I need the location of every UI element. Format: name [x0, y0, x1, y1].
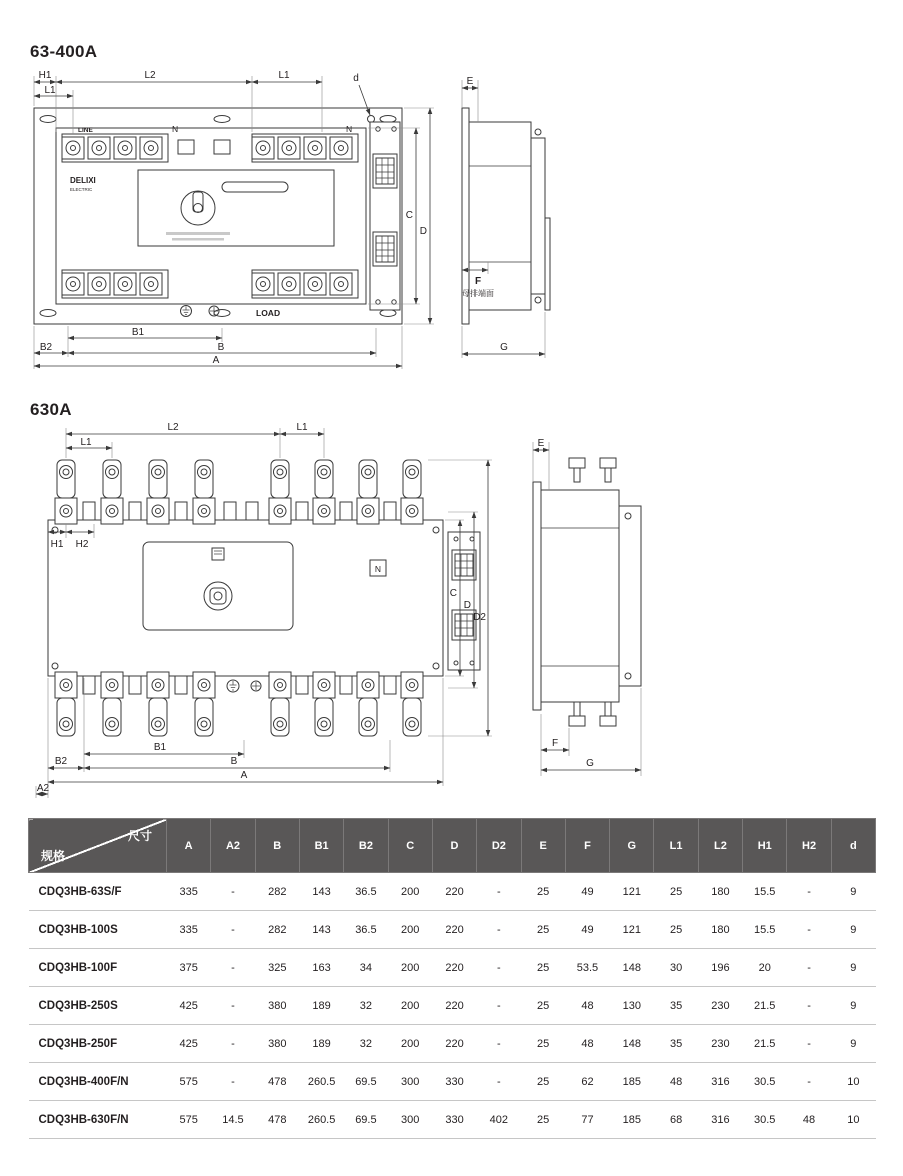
dim-label-l1: L1: [278, 70, 290, 81]
drawing-630a-svg: [28, 420, 668, 806]
dim-value-F: 49: [581, 885, 594, 898]
dim-value-L1: 35: [669, 1037, 683, 1050]
dim-value-G: 121: [622, 885, 641, 898]
model-name: CDQ3HB-100S: [38, 923, 118, 936]
model-name: CDQ3HB-400F/N: [38, 1075, 129, 1088]
dim-value-B: 282: [268, 885, 287, 898]
dim-value-L2: 180: [711, 885, 730, 898]
model-name: CDQ3HB-250S: [38, 999, 118, 1012]
dim-value-A2: -: [231, 1037, 235, 1050]
dim-value-D2: -: [497, 961, 501, 974]
column-header-d: d: [831, 819, 875, 873]
dim-value-D: 330: [445, 1113, 464, 1126]
dim-value-A2: -: [231, 923, 235, 936]
dimension-table: [28, 818, 876, 1139]
dim-value-D2: -: [497, 1037, 501, 1050]
dim-value-A: 425: [179, 999, 198, 1012]
dim-value-L1: 25: [669, 923, 683, 936]
dim-value-L2: 196: [711, 961, 730, 974]
dim-label-c: C: [405, 210, 413, 221]
dim-value-E: 25: [537, 999, 550, 1012]
column-header-H2: H2: [787, 819, 831, 873]
dim-value-B1: 189: [312, 999, 331, 1012]
column-header-D2: D2: [477, 819, 521, 873]
dim-value-L1: 48: [669, 1075, 683, 1088]
corner-label-spec: 规格: [41, 849, 66, 863]
dim-value-H2: -: [807, 999, 811, 1012]
table-row: [29, 1025, 876, 1063]
column-header-L2: L2: [698, 819, 742, 873]
column-header-A2: A2: [211, 819, 255, 873]
model-name: CDQ3HB-100F: [38, 961, 118, 974]
dim-value-A: 575: [179, 1113, 198, 1126]
dim-label-f: F: [474, 276, 482, 287]
dim-value-F: 48: [581, 1037, 594, 1050]
table-row: [29, 949, 876, 987]
dim-value-D2: -: [497, 999, 501, 1012]
column-header-E: E: [521, 819, 565, 873]
dim-value-d: 9: [850, 885, 857, 898]
column-header-B: B: [255, 819, 299, 873]
side-view: [533, 438, 641, 776]
dim-label-g: G: [500, 342, 508, 353]
dim-value-H1: 15.5: [754, 885, 776, 898]
table-row: [29, 1063, 876, 1101]
dim-value-B2: 69.5: [355, 1113, 377, 1126]
dim-value-L1: 35: [669, 999, 683, 1012]
dim-value-A2: -: [231, 961, 235, 974]
column-header-G: G: [610, 819, 654, 873]
dim-value-B2: 69.5: [355, 1075, 377, 1088]
brand-sub-label: ELECTRIC: [70, 187, 93, 192]
neutral-label: N: [172, 124, 179, 134]
drawing-63-400a-svg: [26, 66, 586, 372]
model-name: CDQ3HB-630F/N: [38, 1113, 129, 1126]
dim-value-D2: -: [497, 923, 501, 936]
column-header-L1: L1: [654, 819, 698, 873]
dim-value-B1: 163: [312, 961, 331, 974]
dim-value-H2: -: [807, 961, 811, 974]
dim-label-b1: B1: [131, 327, 145, 338]
dim-value-A2: 14.5: [222, 1113, 244, 1126]
dim-value-d: 9: [850, 999, 857, 1012]
dim-value-C: 300: [401, 1075, 420, 1088]
dim-value-B: 325: [268, 961, 287, 974]
dim-value-B2: 34: [359, 961, 373, 974]
dim-label-d-height: D: [463, 600, 471, 611]
dim-value-A: 335: [179, 885, 198, 898]
dim-value-H1: 30.5: [754, 1113, 776, 1126]
dim-value-F: 77: [581, 1113, 594, 1126]
dim-value-A: 375: [179, 961, 198, 974]
dim-label-c: C: [449, 588, 457, 599]
dim-value-B: 282: [268, 923, 287, 936]
dim-value-G: 130: [622, 999, 641, 1012]
busbar-face-label: 母排端面: [462, 289, 494, 298]
dim-value-G: 148: [622, 961, 641, 974]
dim-value-B: 478: [268, 1075, 287, 1088]
screw-symbol: [251, 681, 261, 691]
dim-label-l2: L2: [167, 422, 179, 433]
dim-value-D: 220: [445, 999, 464, 1012]
dim-label-b: B: [217, 342, 225, 353]
table-header-row: [29, 819, 876, 873]
corner-header: [29, 819, 167, 873]
dim-value-B: 380: [268, 999, 287, 1012]
dim-value-B1: 189: [312, 1037, 331, 1050]
dim-value-H1: 20: [758, 961, 771, 974]
column-header-C: C: [388, 819, 432, 873]
section-title-630a: 630A: [30, 400, 72, 420]
dim-value-B1: 143: [312, 885, 331, 898]
dim-value-B1: 143: [312, 923, 331, 936]
dim-value-E: 25: [537, 1113, 550, 1126]
dim-value-G: 185: [622, 1113, 641, 1126]
dim-value-E: 25: [537, 885, 550, 898]
dim-value-L1: 30: [669, 961, 683, 974]
dim-value-B2: 36.5: [355, 923, 377, 936]
dim-value-D: 220: [445, 885, 464, 898]
dim-label-l1: L1: [80, 437, 92, 448]
ground-symbol: [227, 680, 239, 692]
dim-value-B2: 36.5: [355, 885, 377, 898]
dim-value-D: 330: [445, 1075, 464, 1088]
dim-value-D: 220: [445, 961, 464, 974]
dim-label-h1: H1: [50, 539, 64, 550]
table-body: [29, 873, 876, 1139]
model-name: CDQ3HB-250F: [38, 1037, 118, 1050]
connector-panel: [370, 122, 400, 310]
dim-value-C: 200: [401, 961, 420, 974]
dim-value-H2: 48: [802, 1113, 816, 1126]
line-label: LINE: [78, 127, 93, 134]
dim-value-E: 25: [537, 1075, 550, 1088]
dim-value-D2: -: [497, 885, 501, 898]
dim-value-B1: 260.5: [307, 1075, 336, 1088]
dim-label-d-height: D: [419, 226, 427, 237]
dim-value-H2: -: [807, 1037, 811, 1050]
front-view: [48, 460, 480, 736]
dim-value-d: 10: [847, 1075, 860, 1088]
dim-label-d2: D2: [473, 612, 486, 623]
dim-value-H1: 21.5: [754, 1037, 776, 1050]
dim-label-a: A: [240, 770, 248, 781]
model-name: CDQ3HB-63S/F: [38, 885, 122, 898]
dim-label-e: E: [466, 76, 474, 87]
dim-value-L2: 316: [711, 1113, 730, 1126]
dim-value-d: 9: [850, 923, 857, 936]
column-header-B2: B2: [344, 819, 388, 873]
table-row: [29, 1101, 876, 1139]
dim-value-B: 380: [268, 1037, 287, 1050]
dim-value-D2: 402: [489, 1113, 509, 1126]
dim-label-l2: L2: [144, 70, 156, 81]
dim-value-L2: 230: [711, 1037, 730, 1050]
dim-value-E: 25: [537, 923, 550, 936]
dim-value-C: 200: [401, 999, 420, 1012]
dim-value-B: 478: [268, 1113, 287, 1126]
dim-value-B2: 32: [359, 1037, 373, 1050]
dim-label-g: G: [586, 758, 594, 769]
dim-label-b2: B2: [39, 342, 53, 353]
load-label: LOAD: [256, 308, 281, 318]
dim-value-D: 220: [445, 1037, 464, 1050]
dim-label-b: B: [230, 756, 238, 767]
front-view: [34, 108, 402, 324]
dim-label-d: d: [353, 73, 359, 84]
section-title-63-400a: 63-400A: [30, 42, 98, 62]
dim-label-b1: B1: [153, 742, 167, 753]
dim-value-d: 10: [847, 1113, 860, 1126]
dim-value-D: 220: [445, 923, 464, 936]
dim-value-d: 9: [850, 961, 857, 974]
dim-label-h1: H1: [38, 70, 52, 81]
column-header-A: A: [167, 819, 211, 873]
dim-value-C: 200: [401, 923, 420, 936]
column-header-F: F: [565, 819, 609, 873]
dim-value-H1: 30.5: [754, 1075, 776, 1088]
dim-value-H1: 15.5: [754, 923, 776, 936]
dim-value-F: 53.5: [576, 961, 599, 974]
dim-value-G: 185: [622, 1075, 641, 1088]
dim-value-A2: -: [231, 885, 235, 898]
neutral-label: N: [346, 124, 353, 134]
table-row: [29, 873, 876, 911]
dim-value-A2: -: [231, 999, 235, 1012]
dim-value-H1: 21.5: [754, 999, 776, 1012]
neutral-label: N: [374, 564, 382, 574]
side-view: [462, 76, 550, 358]
dim-value-A: 575: [179, 1075, 198, 1088]
column-header-H1: H1: [743, 819, 787, 873]
dim-value-A: 425: [179, 1037, 198, 1050]
dim-value-H2: -: [807, 923, 811, 936]
dim-label-h2: H2: [75, 539, 89, 550]
corner-label-size: 尺寸: [127, 829, 152, 843]
dim-value-G: 148: [622, 1037, 641, 1050]
dim-value-D2: -: [497, 1075, 501, 1088]
dim-label-l1: L1: [44, 85, 56, 96]
dim-label-b2: B2: [54, 756, 68, 767]
table-row: [29, 987, 876, 1025]
dim-value-C: 200: [401, 1037, 420, 1050]
dim-value-C: 200: [401, 885, 420, 898]
dim-value-C: 300: [401, 1113, 420, 1126]
dim-value-F: 62: [581, 1075, 594, 1088]
dim-value-B2: 32: [359, 999, 373, 1012]
screw-symbol: [209, 306, 219, 316]
dim-value-L2: 180: [711, 923, 730, 936]
dim-value-d: 9: [850, 1037, 857, 1050]
dim-value-H2: -: [807, 1075, 811, 1088]
dim-value-H2: -: [807, 885, 811, 898]
dim-value-A: 335: [179, 923, 198, 936]
dim-label-a2: A2: [36, 783, 50, 794]
dim-value-F: 48: [581, 999, 594, 1012]
dim-label-a: A: [212, 355, 220, 366]
dim-label-f: F: [551, 738, 559, 749]
dim-value-E: 25: [537, 1037, 550, 1050]
column-header-B1: B1: [299, 819, 343, 873]
dim-label-l1: L1: [296, 422, 308, 433]
column-header-D: D: [432, 819, 476, 873]
dim-value-L2: 230: [711, 999, 730, 1012]
table-row: [29, 911, 876, 949]
dim-value-G: 121: [622, 923, 641, 936]
dim-value-L1: 25: [669, 885, 683, 898]
drawing-630a: [28, 420, 668, 806]
dim-value-A2: -: [231, 1075, 235, 1088]
drawing-63-400a: [26, 66, 586, 372]
dim-value-E: 25: [537, 961, 550, 974]
dim-value-L1: 68: [669, 1113, 683, 1126]
dim-value-B1: 260.5: [307, 1113, 336, 1126]
operating-knob: [204, 582, 232, 610]
dim-label-e: E: [537, 438, 545, 449]
dim-value-L2: 316: [711, 1075, 730, 1088]
brand-label: DELIXI: [70, 176, 96, 185]
dim-value-F: 49: [581, 923, 594, 936]
